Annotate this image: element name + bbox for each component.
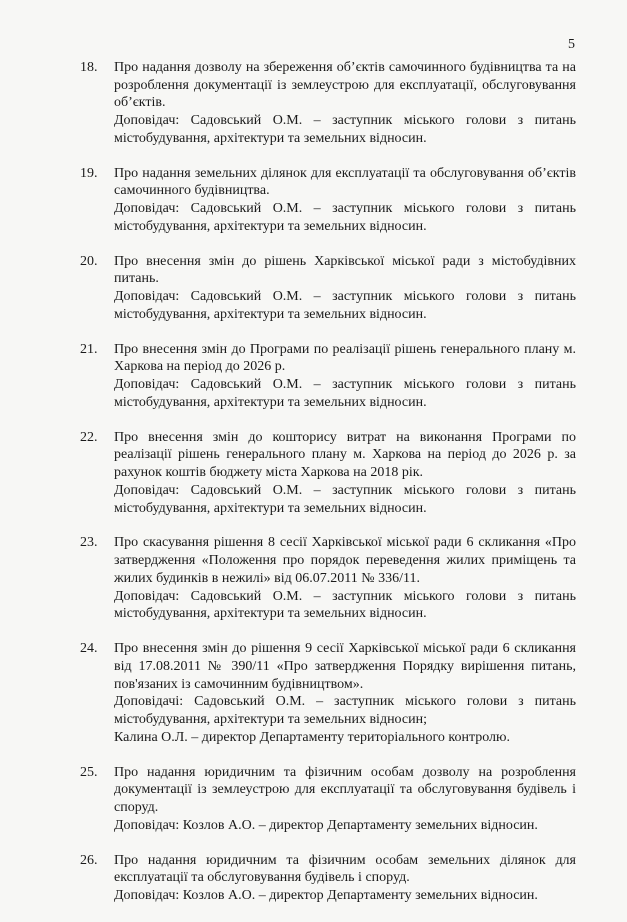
agenda-item: [80, 341, 576, 412]
agenda-item: [80, 165, 576, 236]
item-number: 26.: [80, 852, 98, 868]
page-number: 5: [568, 37, 575, 52]
item-title: Про внесення змін до кошторису витрат на виконання Програми по реалізації рішень генерального плану м. Харкова на період до 2026 р. за рахунок коштів бюджету міста Харкова на 2018 рік.: [114, 429, 576, 481]
item-body: [114, 341, 576, 412]
item-body: [114, 764, 576, 835]
item-number: 24.: [80, 641, 98, 657]
item-title: Про скасування рішення 8 сесії Харківської міської ради 6 скликання «Про затвердження «Положення про порядок переведення жилих приміщень та жилих будинків в нежилі» від 06.07.2011 № 336/11.: [114, 535, 576, 586]
item-title: Про надання юридичним та фізичним особам дозволу на розроблення документації із землеустрою для експлуатації та обслуговування будівель і споруд.: [114, 764, 576, 815]
agenda-item: [80, 59, 576, 148]
item-number: 21.: [80, 341, 98, 357]
item-number: 18.: [80, 60, 98, 75]
item-title: Про надання дозволу на збереження об’єктів самочинного будівництва та на розроблення документації із землеустрою для експлуатації, обслуговування об’єктів.: [114, 60, 576, 111]
item-speaker: Доповідачі: Садовський О.М. – заступник міського голови з питань містобудування, архітектури та земельних відносин;: [114, 694, 576, 727]
item-body: [114, 253, 576, 324]
item-body: [114, 852, 576, 905]
item-title: Про внесення змін до рішень Харківської міської ради з містобудівних питань.: [114, 253, 576, 287]
item-title: Про внесення змін до рішення 9 сесії Харківської міської ради 6 скликання від 17.08.2011 № 390/11 «Про затвердження Порядку вирішення питань, пов'язаних із самочинним будівництвом».: [114, 641, 576, 692]
item-speaker: Доповідач: Козлов А.О. – директор Департаменту земельних відносин.: [114, 887, 538, 903]
item-body: [114, 165, 576, 236]
agenda-item: [80, 764, 576, 835]
agenda-item: [80, 640, 576, 746]
item-speaker: Доповідач: Садовський О.М. – заступник міського голови з питань містобудування, архітектури та земельних відносин.: [114, 201, 576, 234]
item-speaker: Калина О.Л. – директор Департаменту територіального контролю.: [114, 729, 510, 745]
agenda-item: [80, 534, 576, 623]
agenda-item: [80, 852, 576, 905]
item-speaker: Доповідач: Садовський О.М. – заступник міського голови з питань містобудування, архітектури та земельних відносин.: [114, 113, 576, 146]
item-number: 23.: [80, 535, 98, 551]
agenda-list: [80, 59, 576, 922]
item-number: 19.: [80, 165, 98, 181]
item-body: [114, 534, 576, 623]
item-title: Про внесення змін до Програми по реалізації рішень генерального плану м. Харкова на період до 2026 р.: [114, 341, 576, 375]
agenda-item: [80, 253, 576, 324]
item-number: 20.: [80, 253, 98, 269]
item-body: [114, 429, 576, 518]
item-body: [114, 59, 576, 148]
item-title: Про надання юридичним та фізичним особам земельних ділянок для експлуатації та обслуговування будівель і споруд.: [114, 852, 576, 886]
item-number: 25.: [80, 764, 98, 780]
item-speaker: Доповідач: Козлов А.О. – директор Департаменту земельних відносин.: [114, 817, 538, 833]
item-body: [114, 640, 576, 746]
item-speaker: Доповідач: Садовський О.М. – заступник міського голови з питань містобудування, архітектури та земельних відносин.: [114, 588, 576, 622]
item-speaker: Доповідач: Садовський О.М. – заступник міського голови з питань містобудування, архітектури та земельних відносин.: [114, 377, 576, 410]
item-speaker: Доповідач: Садовський О.М. – заступник міського голови з питань містобудування, архітектури та земельних відносин.: [114, 482, 576, 516]
item-title: Про надання земельних ділянок для експлуатації та обслуговування об’єктів самочинного будівництва.: [114, 165, 576, 199]
item-speaker: Доповідач: Садовський О.М. – заступник міського голови з питань містобудування, архітектури та земельних відносин.: [114, 289, 576, 322]
item-number: 22.: [80, 429, 98, 445]
agenda-item: [80, 429, 576, 518]
